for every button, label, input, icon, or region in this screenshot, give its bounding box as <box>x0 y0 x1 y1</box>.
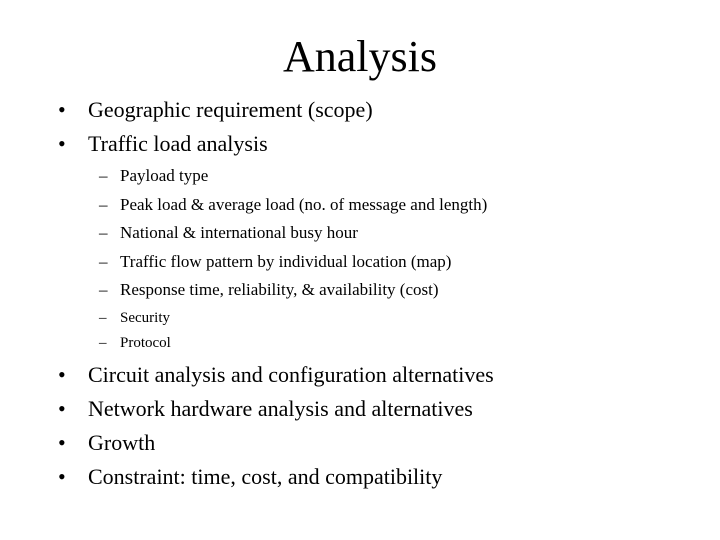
dash-icon: – <box>99 335 107 351</box>
sub-item-text: Traffic flow pattern by individual location (map) <box>120 252 452 271</box>
bullet-icon: • <box>58 131 66 156</box>
dash-icon: – <box>99 166 108 185</box>
bullet-icon: • <box>58 430 66 455</box>
bullet-text: Network hardware analysis and alternatives <box>88 396 473 421</box>
bullet-text: Traffic load analysis <box>88 131 268 156</box>
sub-item-text: Peak load & average load (no. of message and length) <box>120 195 488 214</box>
bullet-text: Constraint: time, cost, and compatibility <box>88 464 443 489</box>
sub-item-text: Payload type <box>120 166 209 185</box>
bullet-text: Growth <box>88 430 156 455</box>
bullet-icon: • <box>58 396 66 421</box>
dash-icon: – <box>99 280 108 299</box>
bullet-icon: • <box>58 362 66 387</box>
bullet-text: Geographic requirement (scope) <box>88 97 373 122</box>
sub-item-text: National & international busy hour <box>120 223 358 242</box>
dash-icon: – <box>99 252 108 271</box>
bullet-icon: • <box>58 464 66 489</box>
sub-item-text: Protocol <box>120 335 171 351</box>
sub-item-text: Security <box>120 310 170 326</box>
sub-item-text: Response time, reliability, & availability (cost) <box>120 280 439 299</box>
dash-icon: – <box>99 195 108 214</box>
bullet-icon: • <box>58 97 66 122</box>
dash-icon: – <box>99 223 108 242</box>
slide-title: Analysis <box>283 32 437 81</box>
bullet-text: Circuit analysis and configuration alternatives <box>88 362 494 387</box>
dash-icon: – <box>99 310 107 326</box>
